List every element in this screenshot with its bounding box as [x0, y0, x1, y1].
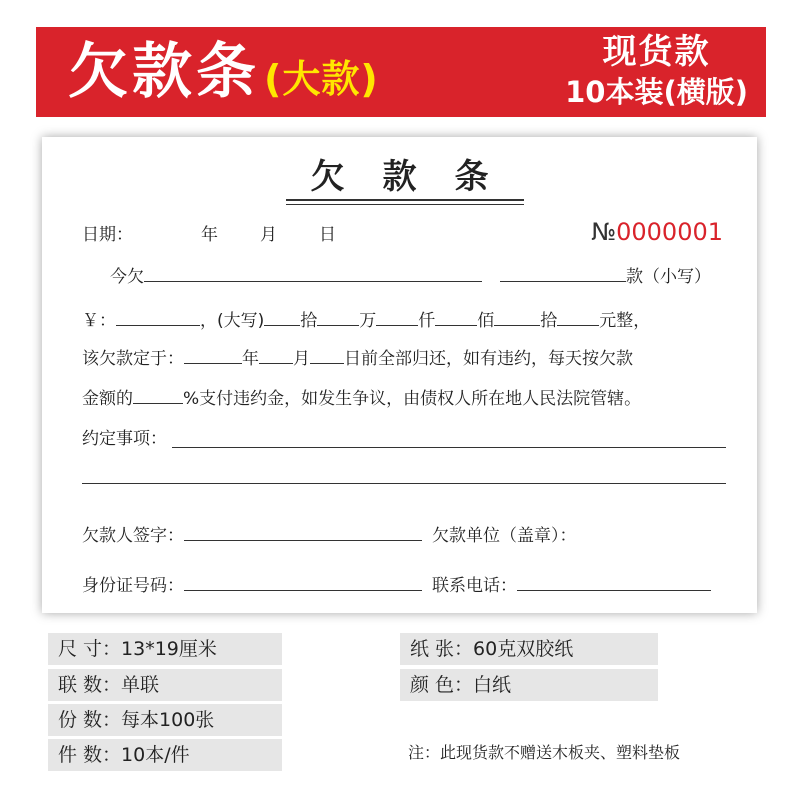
banner-title — [68, 33, 379, 118]
spec-copies: 联 数：单联 — [48, 669, 282, 701]
due-day-text: 日前全部归还，如有违约，每天按欠款 — [344, 349, 633, 369]
due-date-row — [82, 345, 633, 371]
spec-color: 颜 色：白纸 — [400, 669, 658, 701]
top-banner — [36, 27, 766, 117]
banner-product-info — [565, 31, 748, 111]
bai-label: 佰 — [477, 311, 495, 331]
iou-form — [42, 137, 757, 613]
penalty-percent-field[interactable] — [133, 385, 183, 404]
debtor-sign-label: 欠款人签字： — [82, 526, 184, 546]
title-underline — [286, 199, 524, 201]
due-year-field[interactable] — [184, 345, 242, 364]
shi-field[interactable] — [494, 307, 540, 326]
banner-pack-label: 10本装(横版) — [565, 75, 748, 109]
date-year: 年 — [201, 225, 218, 245]
due-day-field[interactable] — [310, 345, 344, 364]
wan-field[interactable] — [317, 307, 359, 326]
owe-label: 今欠 — [110, 267, 144, 287]
debtor-unit-label: 欠款单位（盖章）： — [432, 526, 577, 546]
shiwan-field[interactable] — [264, 307, 300, 326]
yuan-label: 元整， — [599, 311, 651, 331]
amount-small-label: 款（小写） — [626, 267, 711, 287]
serial-number — [591, 217, 723, 247]
terms-label: 约定事项： — [82, 429, 167, 449]
banner-title-main: 欠款条 — [68, 37, 260, 107]
penalty-label: 金额的 — [82, 389, 133, 409]
shi2-label: 拾 — [540, 311, 558, 331]
amount-number-field[interactable] — [116, 307, 200, 326]
due-year-label: 年 — [242, 349, 259, 369]
spec-paper: 纸 张：60克双胶纸 — [400, 633, 658, 665]
due-month-field[interactable] — [259, 345, 293, 364]
penalty-text: %支付违约金，如发生争议，由债权人所在地人民法院管辖。 — [183, 389, 642, 409]
serial-prefix: № — [591, 218, 617, 246]
shi-label: 拾 — [300, 311, 318, 331]
id-field[interactable] — [184, 572, 422, 591]
note-text: 注：此现货款不赠送木板夹、塑料垫板 — [408, 743, 681, 762]
creditor-field[interactable] — [144, 263, 482, 282]
terms-field-line1[interactable] — [172, 447, 726, 448]
bai-field[interactable] — [435, 307, 477, 326]
phone-field[interactable] — [517, 572, 711, 591]
qian-field[interactable] — [376, 307, 418, 326]
amount-capital-row — [82, 307, 650, 333]
date-day: 日 — [319, 225, 336, 245]
debtor-sign-field[interactable] — [184, 522, 422, 541]
phone-label: 联系电话： — [432, 576, 517, 596]
signature-row — [82, 522, 577, 548]
currency-label: ￥： — [82, 311, 116, 331]
banner-title-sub: (大款) — [264, 57, 379, 101]
amount-row — [110, 263, 711, 289]
amount-small-field[interactable] — [500, 263, 626, 282]
id-phone-row — [82, 572, 711, 598]
wan-label: 万 — [359, 311, 377, 331]
qian-label: 仟 — [418, 311, 436, 331]
penalty-row — [82, 385, 641, 411]
terms-row — [82, 427, 167, 451]
date-month: 月 — [260, 225, 277, 245]
yuan-field[interactable] — [557, 307, 599, 326]
serial-value: 0000001 — [616, 218, 723, 246]
date-label: 日期： — [82, 225, 133, 245]
due-month-label: 月 — [293, 349, 310, 369]
title-underline-thin — [286, 204, 524, 205]
due-label: 该欠款定于： — [82, 349, 184, 369]
spec-size: 尺 寸：13*19厘米 — [48, 633, 282, 665]
date-row — [82, 223, 336, 247]
terms-field-line2[interactable] — [82, 483, 726, 484]
form-title: 欠款条 — [310, 157, 527, 197]
spec-sheets: 份 数：每本100张 — [48, 704, 282, 736]
id-label: 身份证号码： — [82, 576, 184, 596]
capital-label: ，(大写) — [200, 311, 265, 331]
banner-stock-label: 现货款 — [602, 32, 711, 72]
spec-pieces: 件 数：10本/件 — [48, 739, 282, 771]
